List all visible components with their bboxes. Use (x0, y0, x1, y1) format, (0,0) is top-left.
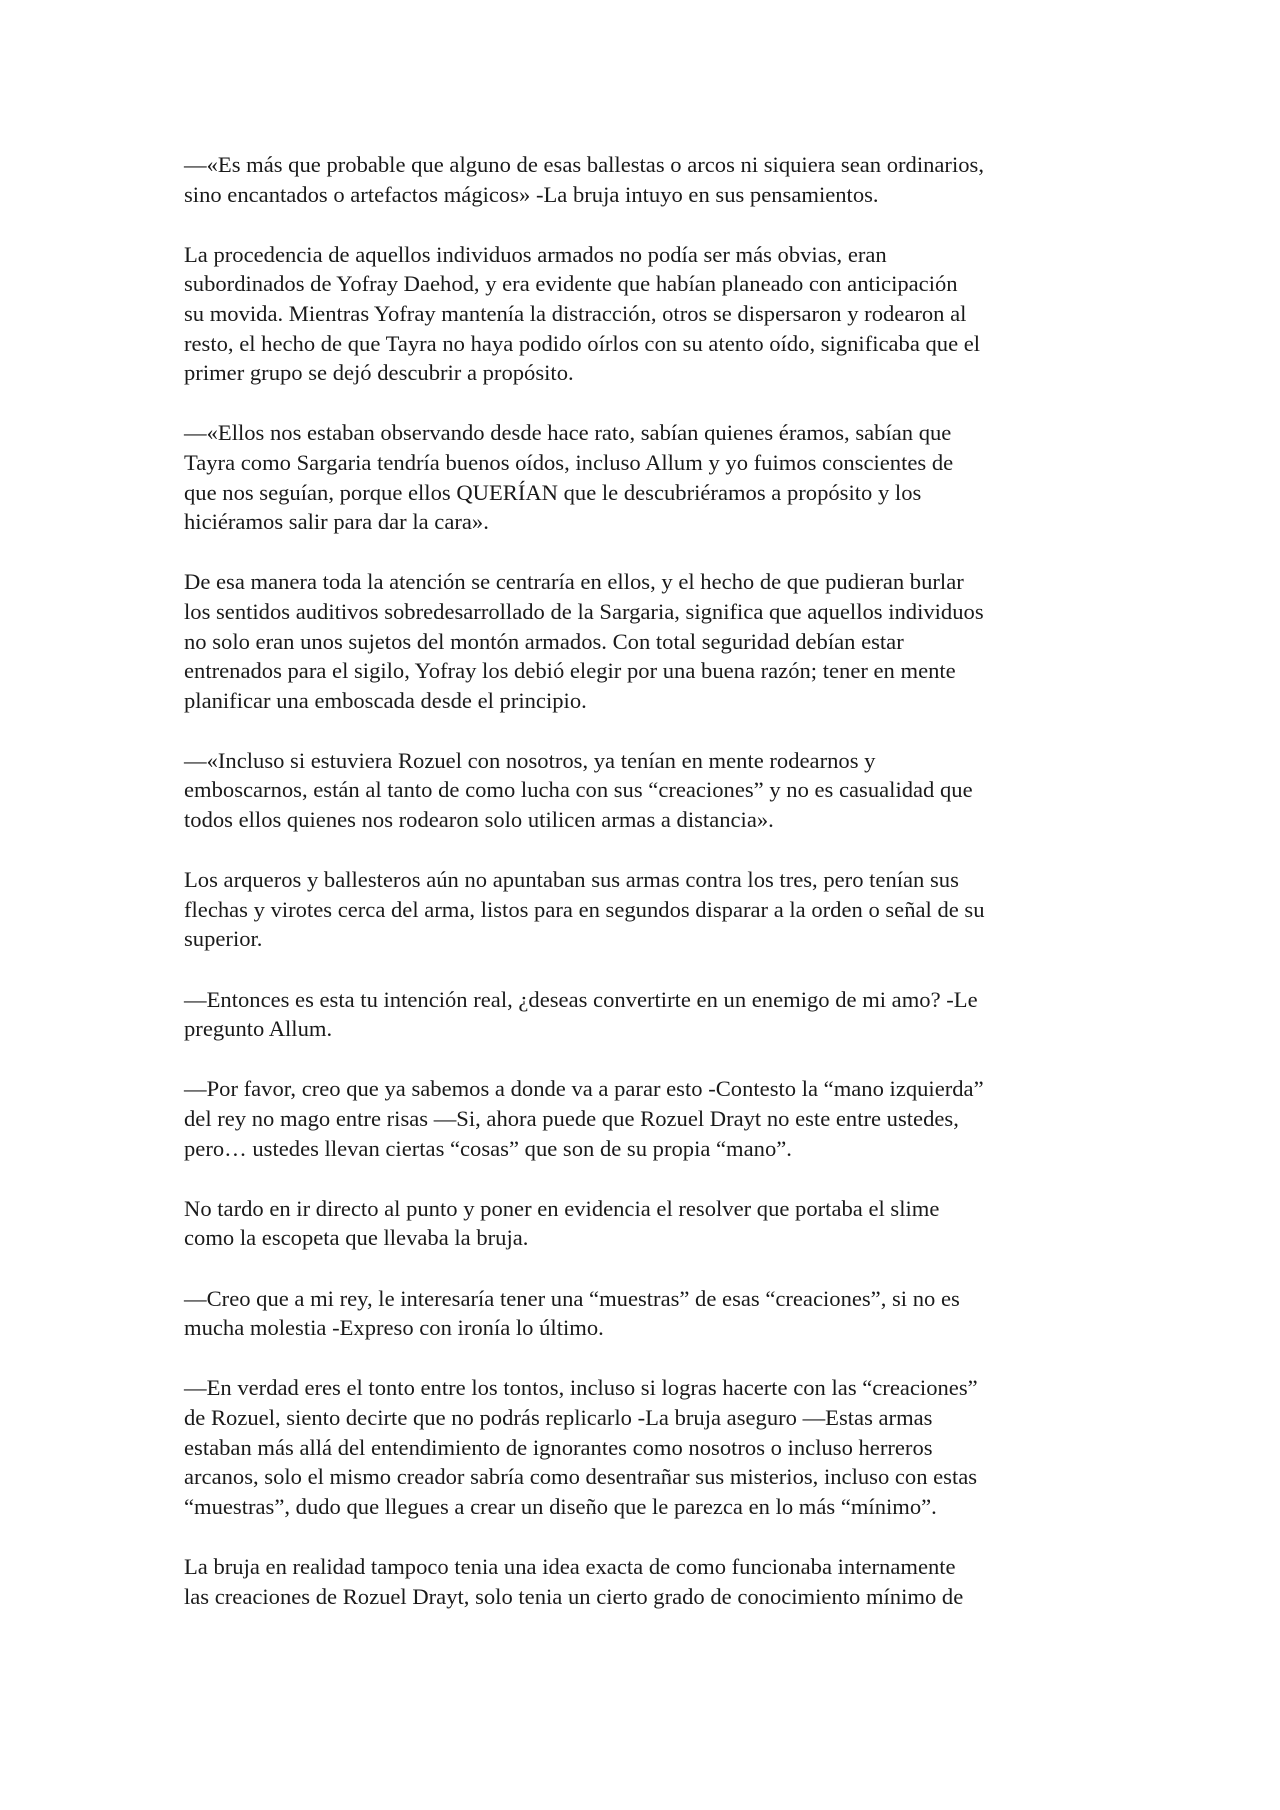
paragraph-12: La bruja en realidad tampoco tenia una idea exacta de como funcionaba internamente las creaciones de Rozuel Drayt, solo tenia un cierto grado de conocimiento mínimo de (184, 1553, 964, 1609)
paragraph-5: —«Incluso si estuviera Rozuel con nosotros, ya tenían en mente rodearnos y emboscarnos, están al tanto de como lucha con sus “creaciones” y no es casualidad que todos ellos quienes nos rodearon solo utilicen armas a distancia». (184, 747, 973, 833)
page-text-body (184, 150, 1104, 1611)
paragraph-2: La procedencia de aquellos individuos armados no podía ser más obvias, eran subordinados de Yofray Daehod, y era evidente que habían planeado con anticipación su movida. Mientras Yofray mantenía la distracción, otros se dispersaron y rodearon al resto, el hecho de que Tayra no haya podido oírlos con su atento oído, significaba que el primer grupo se dejó descubrir a propósito. (184, 241, 981, 386)
paragraph-7: —Entonces es esta tu intención real, ¿deseas convertirte en un enemigo de mi amo? -Le pregunto Allum. (184, 986, 978, 1042)
paragraph-10: —Creo que a mi rey, le interesaría tener una “muestras” de esas “creaciones”, si no es mucha molestia -Expreso con ironía lo último. (184, 1285, 960, 1341)
paragraph-9: No tardo en ir directo al punto y poner en evidencia el resolver que portaba el slime como la escopeta que llevaba la bruja. (184, 1195, 940, 1251)
paragraph-11: —En verdad eres el tonto entre los tontos, incluso si logras hacerte con las “creaciones” de Rozuel, siento decirte que no podrás replicarlo -La bruja aseguro —Estas armas estaban más allá del entendimiento de ignorantes como nosotros o incluso herreros arcanos, solo el mismo creador sabría como desentrañar sus misterios, incluso con estas “muestras”, dudo que llegues a crear un diseño que le parezca en lo más “mínimo”. (184, 1375, 978, 1519)
paragraph-8: —Por favor, creo que ya sabemos a donde va a parar esto -Contesto la “mano izquierda” del rey no mago entre risas —Si, ahora puede que Rozuel Drayt no este entre ustedes, pero… ustedes llevan ciertas “cosas” que son de su propia “mano”. (184, 1076, 984, 1161)
paragraph-1: —«Es más que probable que alguno de esas ballestas o arcos ni siquiera sean ordinarios, sino encantados o artefactos mágicos» -La bruja intuyo en sus pensamientos. (184, 152, 984, 207)
paragraph-6: Los arqueros y ballesteros aún no apuntaban sus armas contra los tres, pero tenían sus flechas y virotes cerca del arma, listos para en segundos disparar a la orden o señal de su superior. (184, 867, 985, 952)
paragraph-4: De esa manera toda la atención se centraría en ellos, y el hecho de que pudieran burlar los sentidos auditivos sobredesarrollado de la Sargaria, significa que aquellos individuos no solo eran unos sujetos del montón armados. Con total seguridad debían estar entrenados para el sigilo, Yofray los debió elegir por una buena razón; tener en mente planificar una emboscada desde el principio. (184, 569, 984, 713)
paragraph-3: —«Ellos nos estaban observando desde hace rato, sabían quienes éramos, sabían que Tayra como Sargaria tendría buenos oídos, incluso Allum y yo fuimos conscientes de que nos seguían, porque ellos QUERÍAN que le descubriéramos a propósito y los hiciéramos salir para dar la cara». (184, 420, 954, 535)
